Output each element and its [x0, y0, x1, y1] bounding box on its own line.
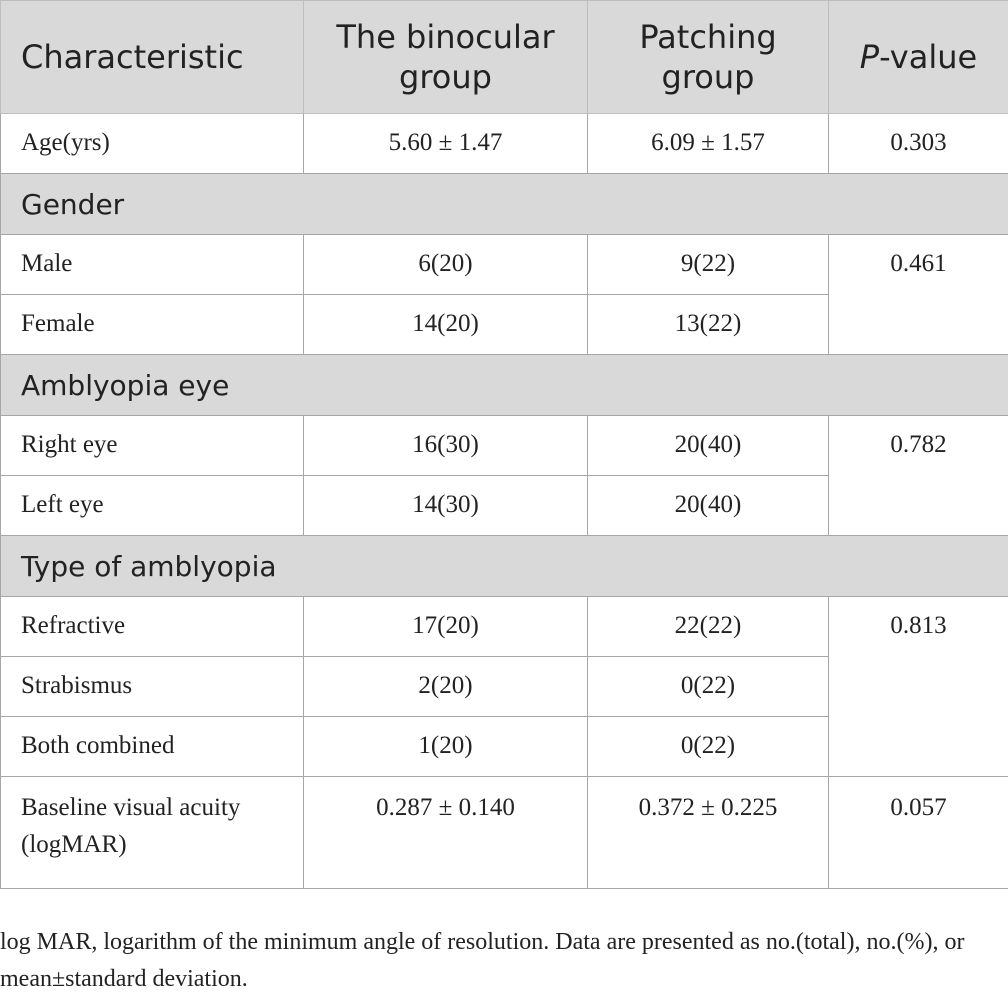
- binocular-value: 2(20): [304, 657, 588, 717]
- section-title-type-of-amblyopia: Type of amblyopia: [1, 536, 1008, 597]
- section-row: [1, 536, 1008, 597]
- table-row: [1, 235, 1008, 295]
- patching-value: 13(22): [588, 295, 829, 355]
- patching-value: 9(22): [588, 235, 829, 295]
- patching-value: 6.09 ± 1.57: [588, 114, 829, 174]
- patching-value: 20(40): [588, 416, 829, 476]
- section-title-amblyopia-eye: Amblyopia eye: [1, 355, 1008, 416]
- row-label: Male: [1, 235, 304, 295]
- table-row: [1, 416, 1008, 476]
- header-binocular-group: The binocular group: [304, 1, 588, 114]
- row-label: Left eye: [1, 476, 304, 536]
- binocular-value: 14(20): [304, 295, 588, 355]
- binocular-value: 5.60 ± 1.47: [304, 114, 588, 174]
- p-value: 0.461: [829, 235, 1008, 355]
- row-label: [1, 777, 304, 889]
- binocular-value: 6(20): [304, 235, 588, 295]
- row-label: Strabismus: [1, 657, 304, 717]
- p-value: 0.782: [829, 416, 1008, 536]
- table-row: [1, 777, 1008, 889]
- row-label: Both combined: [1, 717, 304, 777]
- binocular-value: 14(30): [304, 476, 588, 536]
- patching-value: 20(40): [588, 476, 829, 536]
- header-row: [1, 1, 1008, 114]
- header-p-value: P-value: [829, 1, 1008, 114]
- header-characteristic: Characteristic: [1, 1, 304, 114]
- row-label: Female: [1, 295, 304, 355]
- patching-value: 0(22): [588, 657, 829, 717]
- row-label: Age(yrs): [1, 114, 304, 174]
- row-label: Refractive: [1, 597, 304, 657]
- section-row: [1, 174, 1008, 235]
- row-label-line2: (logMAR): [21, 831, 127, 858]
- header-patching-group: Patching group: [588, 1, 829, 114]
- p-value: 0.057: [829, 777, 1008, 889]
- section-title-gender: Gender: [1, 174, 1008, 235]
- patching-value: 0.372 ± 0.225: [588, 777, 829, 889]
- binocular-value: 16(30): [304, 416, 588, 476]
- p-value: 0.813: [829, 597, 1008, 777]
- binocular-value: 0.287 ± 0.140: [304, 777, 588, 889]
- binocular-value: 17(20): [304, 597, 588, 657]
- row-label: Right eye: [1, 416, 304, 476]
- section-row: [1, 355, 1008, 416]
- row-label-line1: Baseline visual acuity: [21, 794, 241, 821]
- table-row: [1, 114, 1008, 174]
- patching-value: 0(22): [588, 717, 829, 777]
- binocular-value: 1(20): [304, 717, 588, 777]
- table-row: [1, 597, 1008, 657]
- p-value: 0.303: [829, 114, 1008, 174]
- table-footnote: log MAR, logarithm of the minimum angle of resolution. Data are presented as no.(total), no.(%), or mean±standard deviation.: [0, 929, 965, 992]
- patching-value: 22(22): [588, 597, 829, 657]
